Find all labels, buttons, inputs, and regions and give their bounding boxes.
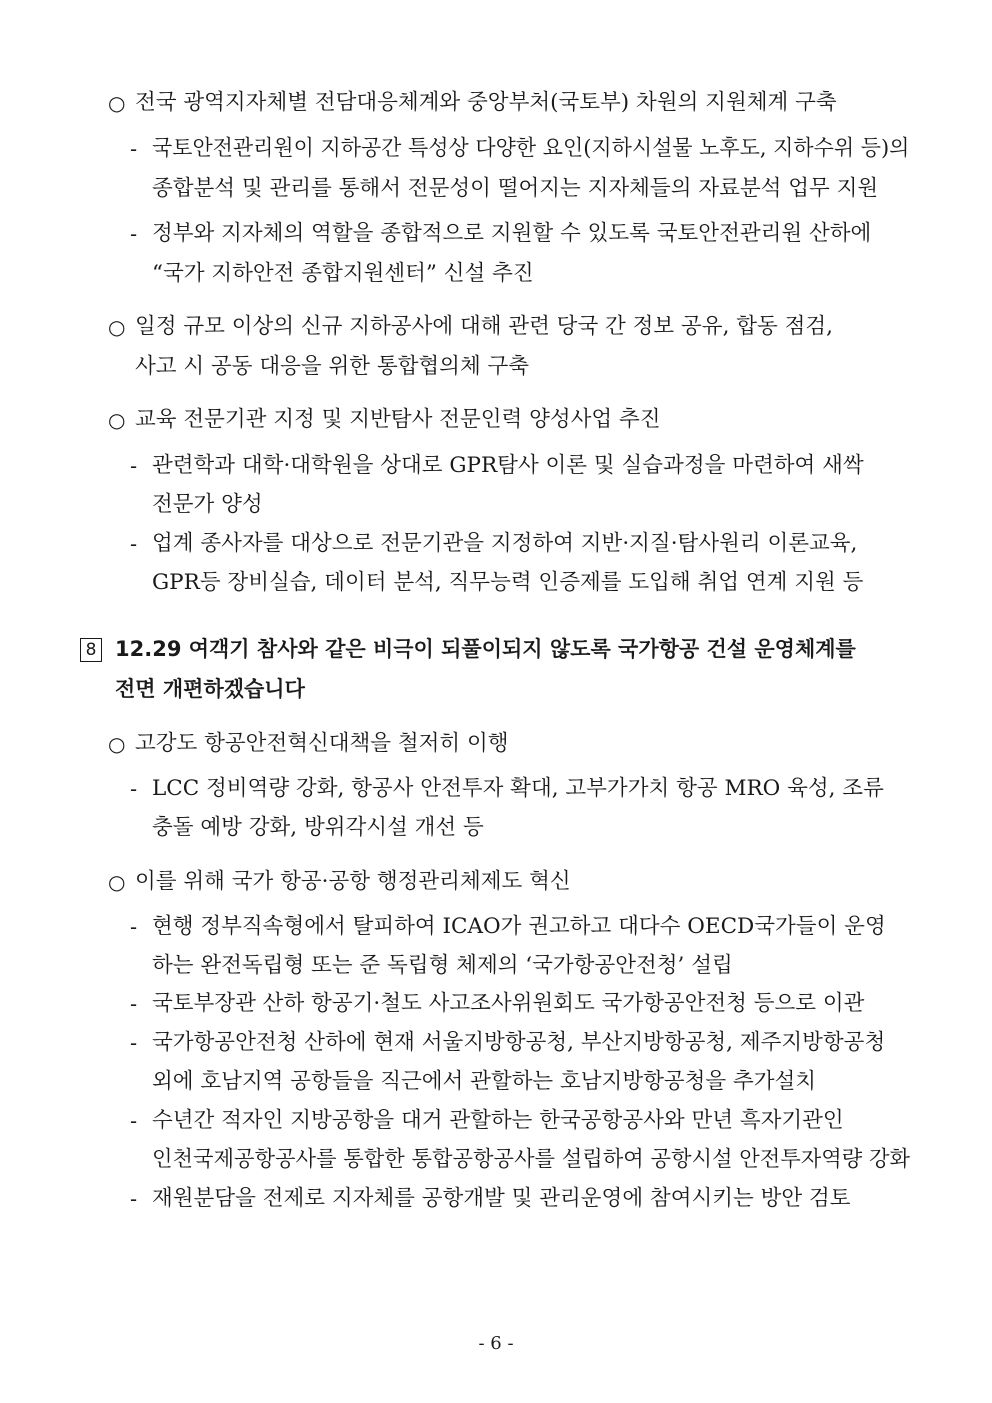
paragraph-line: GPR등 장비실습, 데이터 분석, 직무능력 인증제를 도입해 취업 연계 지원 등 — [152, 570, 864, 595]
paragraph-line: 전국 광역지자체별 전담대응체계와 중앙부처(국토부) 차원의 지원체계 구축 — [135, 90, 837, 115]
dash-bullet: - — [130, 1109, 138, 1133]
paragraph-line: 국토안전관리원이 지하공간 특성상 다양한 요인(지하시설물 노후도, 지하수위 등)의 — [152, 136, 910, 161]
paragraph-line: 충돌 예방 강화, 방위각시설 개선 등 — [152, 815, 484, 840]
paragraph-line: 고강도 항공안전혁신대책을 철저히 이행 — [135, 731, 509, 756]
circle-bullet: ○ — [108, 870, 126, 894]
circle-bullet: ○ — [108, 91, 126, 115]
paragraph-line: 사고 시 공동 대응을 위한 통합협의체 구축 — [135, 354, 530, 379]
dash-bullet: - — [130, 777, 138, 801]
paragraph-line: 재원분담을 전제로 지자체를 공항개발 및 관리운영에 참여시키는 방안 검토 — [152, 1186, 851, 1211]
circle-bullet: ○ — [108, 315, 126, 339]
paragraph-line: 현행 정부직속형에서 탈피하여 ICAO가 권고하고 대다수 OECD국가들이 운영 — [152, 914, 886, 939]
section-number-box: 8 — [80, 638, 102, 662]
circle-bullet: ○ — [108, 408, 126, 432]
paragraph-line: 관련학과 대학·대학원을 상대로 GPR탐사 이론 및 실습과정을 마련하여 새싹 — [152, 453, 864, 478]
paragraph-line: 교육 전문기관 지정 및 지반탐사 전문인력 양성사업 추진 — [135, 407, 661, 432]
paragraph-line: 일정 규모 이상의 신규 지하공사에 대해 관련 당국 간 정보 공유, 합동 점검, — [135, 314, 833, 339]
paragraph-line: 외에 호남지역 공항들을 직근에서 관할하는 호남지방항공청을 추가설치 — [152, 1069, 817, 1094]
dash-bullet: - — [130, 992, 138, 1016]
paragraph-line: 수년간 적자인 지방공항을 대거 관할하는 한국공항공사와 만년 흑자기관인 — [152, 1108, 844, 1133]
paragraph-line: 국토부장관 산하 항공기·철도 사고조사위원회도 국가항공안전청 등으로 이관 — [152, 991, 865, 1016]
paragraph-line: 업계 종사자를 대상으로 전문기관을 지정하여 지반·지질·탐사원리 이론교육, — [152, 531, 858, 556]
dash-bullet: - — [130, 222, 138, 246]
paragraph-line: LCC 정비역량 강화, 항공사 안전투자 확대, 고부가가치 항공 MRO 육성, 조류 — [152, 776, 884, 801]
dash-bullet: - — [130, 137, 138, 161]
dash-bullet: - — [130, 1031, 138, 1055]
circle-bullet: ○ — [108, 732, 126, 756]
page-number: - 6 - — [478, 1333, 514, 1354]
paragraph-line: “국가 지하안전 종합지원센터” 신설 추진 — [152, 261, 534, 286]
paragraph-line: 인천국제공항공사를 통합한 통합공항공사를 설립하여 공항시설 안전투자역량 강화 — [152, 1147, 910, 1172]
section-heading: 12.29 여객기 참사와 같은 비극이 되풀이되지 않도록 국가항공 건설 운영체계를 — [115, 637, 856, 661]
paragraph-line: 국가항공안전청 산하에 현재 서울지방항공청, 부산지방항공청, 제주지방항공청 — [152, 1030, 886, 1055]
paragraph-line: 이를 위해 국가 항공·공항 행정관리체제도 혁신 — [135, 869, 571, 894]
section-heading: 전면 개편하겠습니다 — [115, 677, 305, 701]
dash-bullet: - — [130, 454, 138, 478]
dash-bullet: - — [130, 532, 138, 556]
dash-bullet: - — [130, 915, 138, 939]
dash-bullet: - — [130, 1187, 138, 1211]
paragraph-line: 종합분석 및 관리를 통해서 전문성이 떨어지는 지자체들의 자료분석 업무 지원 — [152, 176, 879, 201]
paragraph-line: 하는 완전독립형 또는 준 독립형 체제의 ‘국가항공안전청’ 설립 — [152, 953, 733, 978]
paragraph-line: 전문가 양성 — [152, 492, 263, 517]
paragraph-line: 정부와 지자체의 역할을 종합적으로 지원할 수 있도록 국토안전관리원 산하에 — [152, 221, 872, 246]
